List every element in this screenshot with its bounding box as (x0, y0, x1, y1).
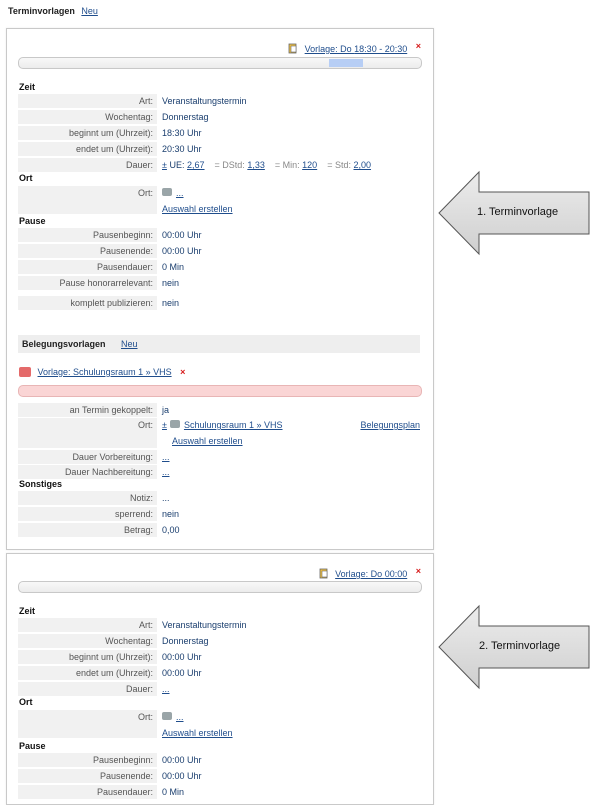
field-pausendauer (18, 785, 420, 799)
field-label: Dauer Vorbereitung: (18, 450, 157, 464)
belegungsvorlage-row (19, 367, 185, 377)
field-value: nein (162, 278, 180, 288)
field-ort (18, 186, 420, 214)
field-value (162, 418, 283, 432)
field-value: 20:30 Uhr (162, 144, 202, 154)
field-label: Wochentag: (18, 634, 157, 648)
belegung-bar (18, 385, 422, 397)
dstd-label: = DStd: (214, 160, 245, 170)
field-value (162, 186, 184, 200)
field-label: Ort: (18, 186, 157, 214)
dauer-value-link[interactable]: ... (162, 684, 170, 694)
field-value: ja (162, 405, 170, 415)
belegungsvorlage-link[interactable]: Vorlage: Schulungsraum 1 » VHS (37, 367, 172, 377)
field-label: Pausendauer: (18, 260, 157, 274)
vorlage-link[interactable] (335, 569, 407, 579)
auswahl-row (162, 726, 233, 740)
field-label: Dauer: (18, 158, 157, 172)
new-terminvorlage-link[interactable]: Neu (81, 6, 98, 16)
field-art (18, 618, 420, 632)
auswahl-row (172, 434, 243, 448)
field-value: 0 Min (162, 262, 185, 272)
field-value: 0 Min (162, 787, 185, 797)
field-label: Pause honorarrelevant: (18, 276, 157, 290)
field-label: Pausenende: (18, 769, 157, 783)
vorbereitung-value-link[interactable]: ... (162, 452, 170, 462)
callout-arrow-1 (437, 170, 593, 256)
std-value[interactable]: 2,00 (353, 160, 372, 170)
dstd-value[interactable]: 1,33 (247, 160, 265, 170)
field-label: Pausenbeginn: (18, 228, 157, 242)
ue-value[interactable]: 2,67 (187, 160, 205, 170)
ort-value-link[interactable]: ... (176, 712, 184, 722)
field-label: Dauer Nachbereitung: (18, 465, 157, 479)
field-value: 18:30 Uhr (162, 128, 202, 138)
delete-icon[interactable]: × (180, 367, 186, 377)
field-label: Pausenende: (18, 244, 157, 258)
min-value[interactable]: 120 (302, 160, 318, 170)
ort-value-link[interactable]: ... (176, 188, 184, 198)
field-nachbereitung (18, 465, 420, 479)
field-value: Veranstaltungstermin (162, 620, 247, 630)
field-vorbereitung (18, 450, 420, 464)
terminvorlage-panel-1 (6, 28, 434, 550)
field-label: Dauer: (18, 682, 157, 696)
field-label: an Termin gekoppelt: (18, 403, 157, 417)
belegungsvorlagen-header (18, 335, 420, 353)
auswahl-row (162, 202, 233, 216)
time-bar (18, 57, 422, 69)
field-value: 00:00 Uhr (162, 246, 202, 256)
field-publizieren (18, 296, 420, 310)
field-label: endet um (Uhrzeit): (18, 666, 157, 680)
section-sonstiges: Sonstiges (19, 479, 63, 489)
field-value: 00:00 Uhr (162, 771, 202, 781)
field-belegung-ort (18, 418, 420, 448)
field-wochentag (18, 634, 420, 648)
std-label: = Std: (327, 160, 351, 170)
auswahl-erstellen-link[interactable]: Auswahl erstellen (172, 436, 243, 446)
field-label: beginnt um (Uhrzeit): (18, 650, 157, 664)
field-dauer (18, 158, 420, 172)
field-pausenende (18, 769, 420, 783)
field-label: Art: (18, 94, 157, 108)
field-label: Wochentag: (18, 110, 157, 124)
page-title: Terminvorlagen (8, 6, 75, 16)
section-pause: Pause (19, 216, 46, 226)
section-zeit: Zeit (19, 606, 36, 616)
room-icon (162, 712, 172, 720)
field-value: 00:00 Uhr (162, 652, 202, 662)
vorlage-row (288, 41, 421, 54)
field-gekoppelt (18, 403, 420, 417)
field-honorarrelevant (18, 276, 420, 290)
field-ort (18, 710, 420, 738)
ort-add-button[interactable]: ± (162, 420, 167, 430)
field-label: Betrag: (18, 523, 157, 537)
auswahl-erstellen-link[interactable]: Auswahl erstellen (162, 728, 233, 738)
field-value: Donnerstag (162, 636, 209, 646)
section-zeit: Zeit (19, 82, 36, 92)
field-dauer (18, 682, 420, 696)
field-art (18, 94, 420, 108)
field-betrag (18, 523, 420, 537)
auswahl-erstellen-link[interactable]: Auswahl erstellen (162, 204, 233, 214)
delete-icon[interactable]: × (415, 41, 421, 51)
field-value: Donnerstag (162, 112, 209, 122)
field-label: endet um (Uhrzeit): (18, 142, 157, 156)
field-label: Pausenbeginn: (18, 753, 157, 767)
field-endet (18, 142, 420, 156)
dauer-values (162, 158, 371, 172)
field-notiz (18, 491, 420, 505)
callout-label-1: 1. Terminvorlage (477, 206, 559, 218)
field-value: 0,00 (162, 525, 180, 535)
time-bar (18, 581, 422, 593)
callout-arrow-2 (437, 604, 593, 690)
field-sperrend (18, 507, 420, 521)
field-pausenbeginn (18, 228, 420, 242)
field-value: ... (162, 493, 170, 503)
field-beginnt (18, 126, 420, 140)
field-label: Pausendauer: (18, 785, 157, 799)
new-belegungsvorlage-link[interactable]: Neu (121, 339, 138, 349)
field-pausenende (18, 244, 420, 258)
ue-label: UE: (169, 160, 185, 170)
field-label: komplett publizieren: (18, 296, 157, 310)
field-value: Veranstaltungstermin (162, 96, 247, 106)
field-pausendauer (18, 260, 420, 274)
room-icon (162, 188, 172, 196)
field-value: nein (162, 298, 180, 308)
min-label: = Min: (274, 160, 300, 170)
template-icon (288, 43, 298, 54)
page-header (8, 6, 98, 16)
field-label: beginnt um (Uhrzeit): (18, 126, 157, 140)
nachbereitung-value-link[interactable]: ... (162, 467, 170, 477)
section-pause: Pause (19, 741, 46, 751)
field-pausenbeginn (18, 753, 420, 767)
vorlage-prefix: Vorlage: Do (335, 569, 385, 579)
field-label: Art: (18, 618, 157, 632)
terminvorlage-panel-2 (6, 553, 434, 805)
field-beginnt (18, 650, 420, 664)
field-label: sperrend: (18, 507, 157, 521)
field-label: Notiz: (18, 491, 157, 505)
belegungsvorlagen-title: Belegungsvorlagen (22, 339, 106, 349)
field-value: 00:00 Uhr (162, 230, 202, 240)
callout-label-2: 2. Terminvorlage (479, 640, 561, 652)
room-icon (170, 420, 180, 428)
template-icon (319, 568, 329, 579)
field-value: 00:00 Uhr (162, 755, 202, 765)
field-endet (18, 666, 420, 680)
field-label: Ort: (18, 710, 157, 738)
vorlage-link[interactable] (305, 44, 408, 54)
dauer-adjust-button[interactable]: ± (162, 160, 167, 170)
time-bar-fill (329, 59, 363, 67)
vorlage-prefix: Vorlage: Do (304, 44, 355, 54)
field-value: nein (162, 509, 180, 519)
vorlage-row (319, 566, 421, 579)
section-ort: Ort (19, 697, 33, 707)
field-value: 00:00 Uhr (162, 668, 202, 678)
room-link[interactable]: Schulungsraum 1 » VHS (183, 420, 283, 430)
section-ort: Ort (19, 173, 33, 183)
field-value (162, 710, 184, 724)
field-wochentag (18, 110, 420, 124)
room-template-icon (19, 367, 31, 377)
belegungsplan-link[interactable]: Belegungsplan (360, 420, 420, 430)
vorlage-time: 18:30 - 20:30 (354, 44, 408, 54)
vorlage-time: 00:00 (384, 569, 408, 579)
field-label: Ort: (18, 418, 157, 448)
delete-icon[interactable]: × (415, 566, 421, 576)
